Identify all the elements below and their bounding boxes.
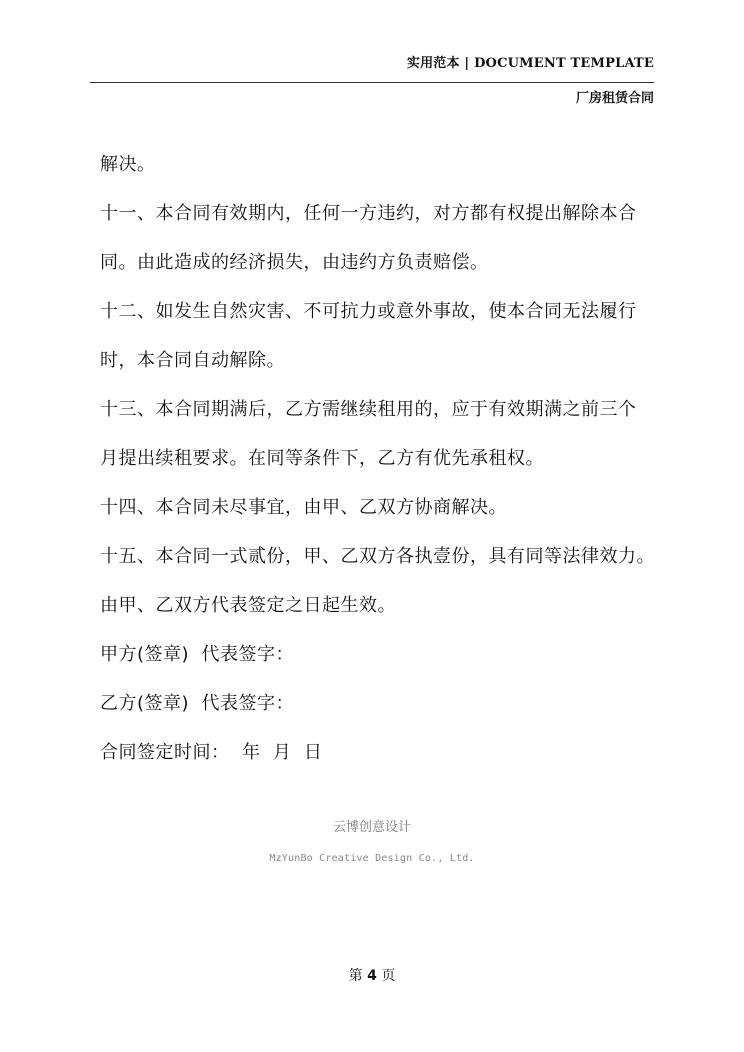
header-divider bbox=[90, 82, 654, 83]
footer-company-cn: 云博创意设计 bbox=[332, 820, 411, 835]
body-line: 同。由此造成的经济损失，由违约方负责赔偿。 bbox=[100, 252, 489, 273]
page-suffix: 页 bbox=[381, 968, 396, 984]
signing-date-line: 合同签定时间： 年 月 日 bbox=[100, 742, 323, 763]
footer-company-en: MzYunBo Creative Design Co., Ltd. bbox=[269, 853, 475, 864]
body-line: 解决。 bbox=[100, 154, 156, 175]
body-line: 十四、本合同未尽事宜，由甲、乙双方协商解决。 bbox=[100, 497, 507, 518]
body-line: 十一、本合同有效期内，任何一方违约，对方都有权提出解除本合 bbox=[100, 203, 637, 224]
page-number bbox=[0, 965, 744, 985]
party-a-signature-line: 甲方(签章) 代表签字： bbox=[100, 644, 294, 665]
page-number-value: 4 bbox=[367, 968, 377, 984]
body-line: 十二、如发生自然灾害、不可抗力或意外事故，使本合同无法履行 bbox=[100, 301, 637, 322]
document-title: 厂房租赁合同 bbox=[575, 91, 654, 106]
contract-body bbox=[100, 140, 660, 777]
party-b-signature-line: 乙方(签章) 代表签字： bbox=[100, 693, 294, 714]
body-line: 十五、本合同一式贰份，甲、乙双方各执壹份，具有同等法律效力。 bbox=[100, 546, 655, 567]
body-line: 十三、本合同期满后，乙方需继续租用的，应于有效期满之前三个 bbox=[100, 399, 637, 420]
body-line: 时，本合同自动解除。 bbox=[100, 350, 285, 371]
page-prefix: 第 bbox=[348, 968, 363, 984]
header-top-label: 实用范本 | DOCUMENT TEMPLATE bbox=[406, 56, 654, 71]
body-line: 由甲、乙双方代表签定之日起生效。 bbox=[100, 595, 396, 616]
body-line: 月提出续租要求。在同等条件下，乙方有优先承租权。 bbox=[100, 448, 544, 469]
